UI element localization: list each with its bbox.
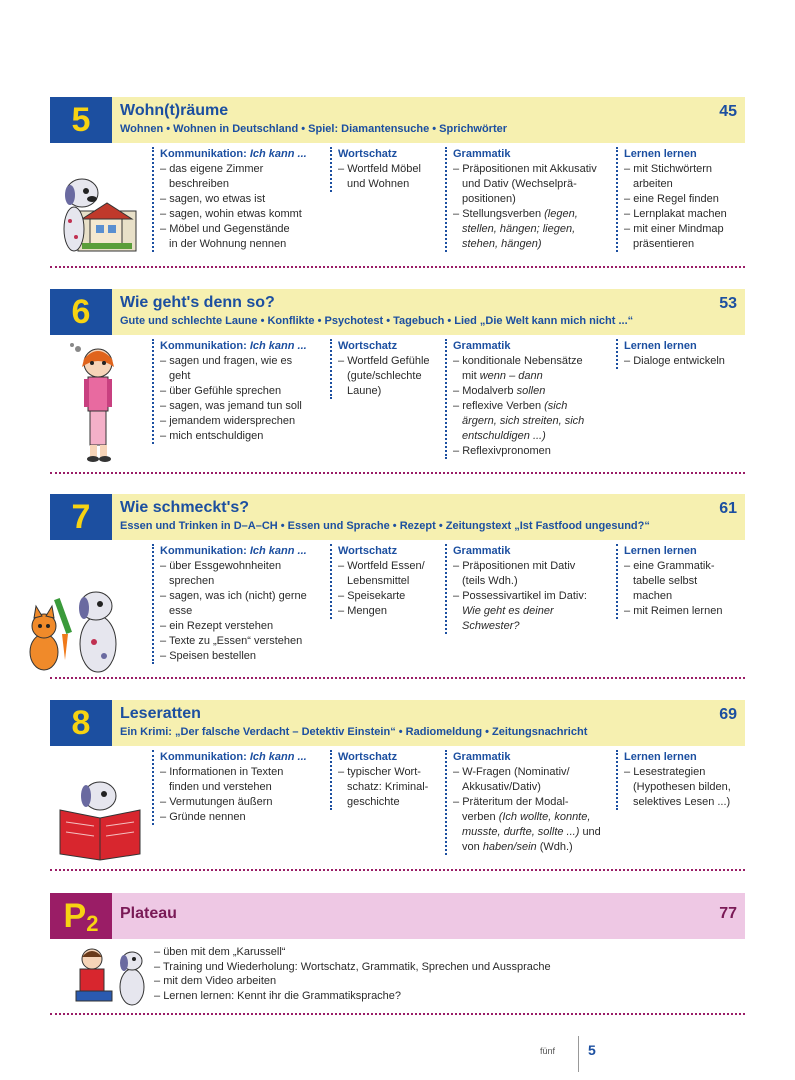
list-item: – Wortfeld Gefühle — [338, 354, 444, 369]
unit-number: 8 — [50, 700, 112, 746]
grammatik-column — [445, 750, 615, 855]
list-item: Wie geht es deiner — [462, 605, 554, 617]
list-item: – reflexive Verben (sich — [453, 399, 615, 414]
list-item: – Lernen lernen: Kennt ihr die Grammatiksprache? — [154, 989, 734, 1004]
list-item: – Gründe nennen — [160, 810, 334, 825]
kommunikation-column — [152, 147, 334, 252]
list-item: Akkusativ/Dativ) — [462, 781, 541, 793]
column-heading: Grammatik — [453, 340, 511, 352]
column-heading: Wortschatz — [338, 148, 398, 160]
list-item: tabelle selbst — [633, 575, 698, 587]
lernen-column — [616, 147, 742, 252]
list-item: – eine Grammatik- — [624, 559, 742, 574]
unit-7 — [50, 494, 745, 662]
column-heading: Lernen lernen — [624, 751, 697, 763]
unit-number: 5 — [50, 97, 112, 143]
list-item: – Vermutungen äußern — [160, 795, 334, 810]
list-item: finden und verstehen — [169, 781, 272, 793]
unit-page-number: 69 — [719, 706, 737, 723]
column-heading: Kommunikation: Ich kann ... — [160, 148, 307, 160]
list-item: – mit einer Mindmap — [624, 222, 742, 237]
wortschatz-column — [330, 750, 444, 810]
divider — [50, 869, 745, 871]
list-item: arbeiten — [633, 178, 673, 190]
list-item: Laune) — [347, 385, 382, 397]
list-item: – sagen, wo etwas ist — [160, 192, 334, 207]
list-item: – konditionale Nebensätze — [453, 354, 615, 369]
list-item: – sagen, was ich (nicht) gerne — [160, 589, 334, 604]
list-item: – Präteritum der Modal- — [453, 795, 615, 810]
list-item: – mit Stichwörtern — [624, 162, 742, 177]
dog-reading-book-icon — [52, 766, 148, 862]
column-heading: Wortschatz — [338, 751, 398, 763]
unit-subtitle: Gute und schlechte Laune • Konflikte • Psychotest • Tagebuch • Lied „Die Welt kann mich nicht ...“ — [120, 315, 634, 327]
list-item: esse — [169, 605, 193, 617]
list-item: – Informationen in Texten — [160, 765, 334, 780]
list-item: – mich entschuldigen — [160, 429, 334, 444]
unit-5 — [50, 97, 745, 250]
unit-subtitle: Wohnen • Wohnen in Deutschland • Spiel: Diamantensuche • Sprichwörter — [120, 123, 508, 135]
footer-separator — [578, 1036, 579, 1072]
column-heading: Wortschatz — [338, 545, 398, 557]
list-item: – Training und Wiederholung: Wortschatz, Grammatik, Sprechen und Aussprache — [154, 960, 734, 975]
list-item: – über Gefühle sprechen — [160, 384, 334, 399]
list-item: ärgern, sich streiten, sich — [462, 415, 585, 427]
list-item: – Lernplakat machen — [624, 207, 742, 222]
divider — [50, 1013, 745, 1015]
list-item: sprechen — [169, 575, 215, 587]
footer-page-number: 5 — [588, 1042, 596, 1058]
list-item: geht — [169, 370, 191, 382]
list-item: – mit dem Video arbeiten — [154, 974, 734, 989]
lernen-column — [616, 339, 742, 369]
column-heading: Kommunikation: Ich kann ... — [160, 545, 307, 557]
unit-header — [50, 700, 745, 746]
divider — [50, 472, 745, 474]
dog-with-house-icon — [52, 159, 148, 259]
list-item: – Dialoge entwickeln — [624, 354, 742, 369]
plateau-number: P2 — [50, 893, 112, 939]
list-item: stehen, hängen) — [462, 238, 542, 250]
list-item: in der Wohnung nennen — [169, 238, 287, 250]
list-item: – sagen, was jemand tun soll — [160, 399, 334, 414]
list-item: – Texte zu „Essen“ verstehen — [160, 634, 334, 649]
unit-header — [50, 289, 745, 335]
column-heading: Lernen lernen — [624, 340, 697, 352]
grammatik-column — [445, 339, 615, 459]
list-item: – Präpositionen mit Dativ — [453, 559, 615, 574]
plateau-list — [154, 945, 734, 1003]
list-item: – Stellungsverben (legen, — [453, 207, 615, 222]
unit-page-number: 61 — [719, 500, 737, 517]
list-item: positionen) — [462, 193, 516, 205]
cat-and-dog-eating-icon — [22, 580, 126, 680]
list-item: – Speisen bestellen — [160, 649, 334, 664]
list-item: (Hypothesen bilden, — [633, 781, 731, 793]
list-item: – W-Fragen (Nominativ/ — [453, 765, 615, 780]
list-item: verben (Ich wollte, konnte, — [462, 811, 591, 823]
lernen-column — [616, 544, 742, 619]
column-heading: Kommunikation: Ich kann ... — [160, 751, 307, 763]
grammatik-column — [445, 544, 615, 634]
list-item: – eine Regel finden — [624, 192, 742, 207]
unit-page-number: 45 — [719, 103, 737, 120]
list-item: – mit Reimen lernen — [624, 604, 742, 619]
column-heading: Wortschatz — [338, 340, 398, 352]
wortschatz-column — [330, 544, 444, 619]
unit-title: Wie schmeckt's? — [120, 499, 250, 516]
footer-page-word: fünf — [540, 1046, 556, 1056]
column-heading: Kommunikation: Ich kann ... — [160, 340, 307, 352]
list-item: (teils Wdh.) — [462, 575, 518, 587]
list-item: und Dativ (Wechselprä- — [462, 178, 577, 190]
list-item: entschuldigen ...) — [462, 430, 546, 442]
list-item: – über Essgewohnheiten — [160, 559, 334, 574]
list-item: – ein Rezept verstehen — [160, 619, 334, 634]
unit-header — [50, 494, 745, 540]
list-item: Schwester? — [462, 620, 520, 632]
unit-number: 6 — [50, 289, 112, 335]
list-item: – üben mit dem „Karussell“ — [154, 945, 734, 960]
unit-title: Wie geht's denn so? — [120, 294, 275, 311]
wortschatz-column — [330, 147, 444, 192]
list-item: mit wenn – dann — [462, 370, 543, 382]
kommunikation-column — [152, 750, 334, 825]
unit-title: Leseratten — [120, 705, 201, 722]
list-item: Lebensmittel — [347, 575, 410, 587]
list-item: präsentieren — [633, 238, 695, 250]
list-item: geschichte — [347, 796, 400, 808]
list-item: – typischer Wort- — [338, 765, 444, 780]
unit-title: Wohn(t)räume — [120, 102, 229, 119]
list-item: – das eigene Zimmer — [160, 162, 334, 177]
divider — [50, 266, 745, 268]
list-item: – Speisekarte — [338, 589, 444, 604]
list-item: – Possessivartikel im Dativ: — [453, 589, 615, 604]
unit-subtitle: Essen und Trinken in D–A–CH • Essen und Sprache • Rezept • Zeitungstext „Ist Fastfood ungesund?“ — [120, 520, 650, 532]
lernen-column — [616, 750, 742, 810]
list-item: – Mengen — [338, 604, 444, 619]
list-item: – Präpositionen mit Akkusativ — [453, 162, 615, 177]
unit-page-number: 53 — [719, 295, 737, 312]
plateau-title: Plateau — [120, 905, 177, 922]
unit-header — [50, 97, 745, 143]
list-item: stellen, hängen; liegen, — [462, 223, 576, 235]
list-item: – Reflexivpronomen — [453, 444, 615, 459]
list-item: – Wortfeld Essen/ — [338, 559, 444, 574]
plateau-page-number: 77 — [719, 905, 737, 922]
column-heading: Grammatik — [453, 148, 511, 160]
unit-8 — [50, 700, 745, 853]
wortschatz-column — [330, 339, 444, 399]
plateau-unit — [50, 893, 745, 1002]
list-item: – Modalverb sollen — [453, 384, 615, 399]
column-heading: Grammatik — [453, 751, 511, 763]
list-item: musste, durfte, sollte ...) und — [462, 826, 601, 838]
column-heading: Lernen lernen — [624, 148, 697, 160]
kommunikation-column — [152, 544, 334, 664]
list-item: – Wortfeld Möbel — [338, 162, 444, 177]
list-item: – Lesestrategien — [624, 765, 742, 780]
list-item: selektives Lesen ...) — [633, 796, 731, 808]
column-heading: Grammatik — [453, 545, 511, 557]
list-item: – Möbel und Gegenstände — [160, 222, 334, 237]
unit-number: 7 — [50, 494, 112, 540]
unit-subtitle: Ein Krimi: „Der falsche Verdacht – Detektiv Einstein“ • Radiomeldung • Zeitungsnachricht — [120, 726, 588, 738]
list-item: – sagen und fragen, wie es — [160, 354, 334, 369]
kommunikation-column — [152, 339, 334, 444]
column-heading: Lernen lernen — [624, 545, 697, 557]
plateau-header — [50, 893, 745, 939]
list-item: – sagen, wohin etwas kommt — [160, 207, 334, 222]
unit-6 — [50, 289, 745, 457]
girl-figure-icon — [52, 341, 148, 465]
list-item: von haben/sein (Wdh.) — [462, 841, 573, 853]
list-item: – jemandem widersprechen — [160, 414, 334, 429]
divider — [50, 677, 745, 679]
grammatik-column — [445, 147, 615, 252]
list-item: schatz: Kriminal- — [347, 781, 429, 793]
list-item: und Wohnen — [347, 178, 410, 190]
list-item: beschreiben — [169, 178, 229, 190]
list-item: (gute/schlechte — [347, 370, 422, 382]
list-item: machen — [633, 590, 673, 602]
